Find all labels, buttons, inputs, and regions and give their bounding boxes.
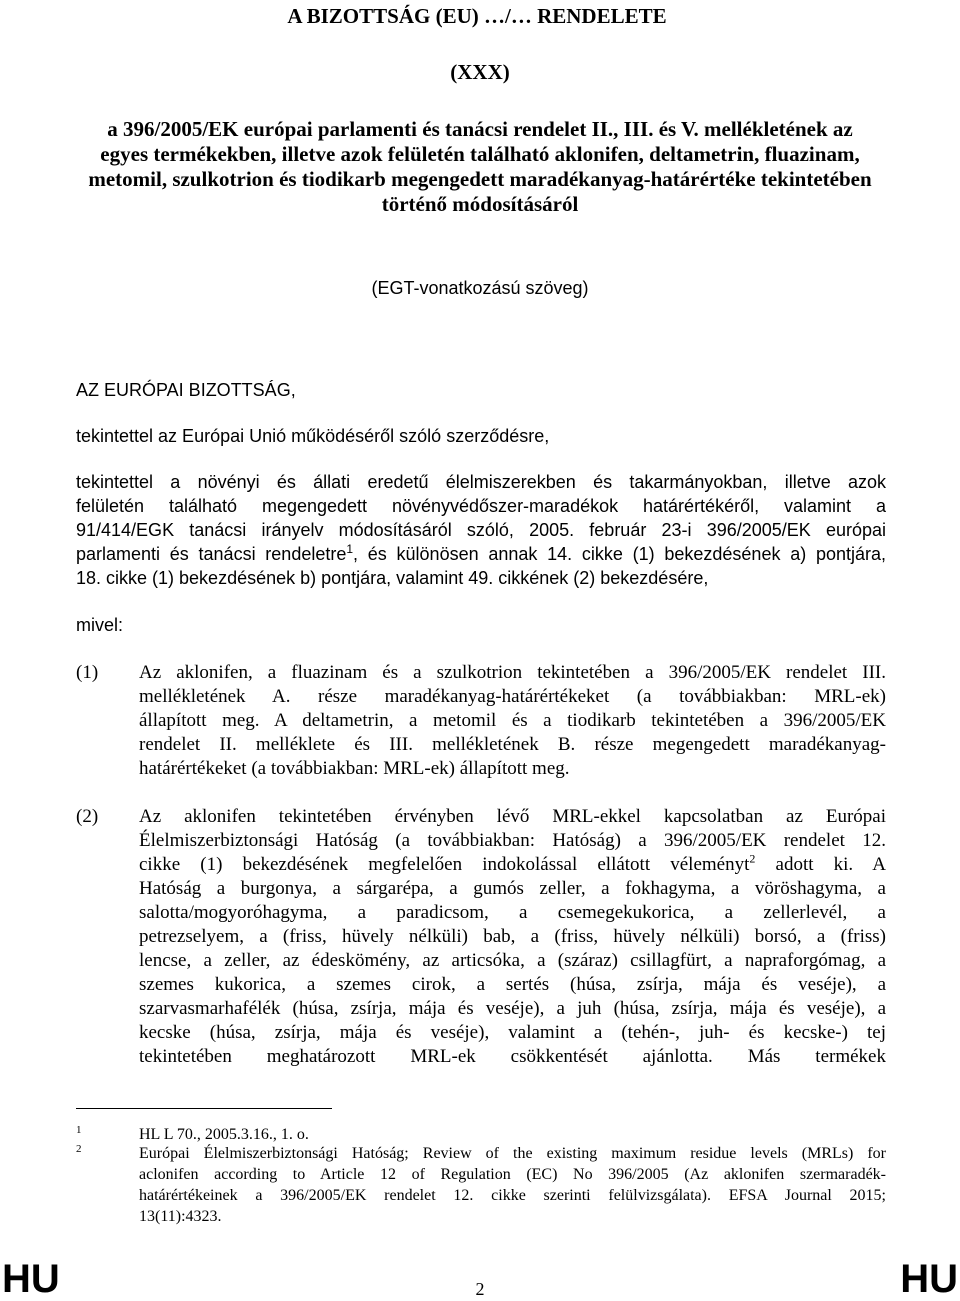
citation-line: 18. cikke (1) bekezdésének b) pontjára, valamint 49. cikkének (2) bekezdésére, xyxy=(76,568,709,588)
citation-line: 91/414/EGK tanácsi irányelv módosításáról szóló, 2005. február 23-i 396/2005/EK európai xyxy=(76,520,886,540)
citation-treaty: tekintettel az Európai Unió működéséről szóló szerződésre, xyxy=(76,426,550,446)
footnote-ref[interactable]: 1 xyxy=(346,542,354,556)
footnote-text xyxy=(139,1143,886,1227)
recital-number: (1) xyxy=(76,662,99,683)
subtitle-line: metomil, szulkotrion és tiodikarb megengedett maradékanyag-határértéke tekintetében xyxy=(88,167,872,191)
footnote-line: Európai Élelmiszerbiztonsági Hatóság; Review of the existing maximum residue levels (MRLs) for xyxy=(139,1145,886,1162)
footnote-mark: 2 xyxy=(76,1143,82,1155)
document-subtitle xyxy=(74,117,886,217)
recital-line: Élelmiszerbiztonsági Hatóság (a továbbiakban: Hatóság) a 396/2005/EK rendelet 12. xyxy=(139,830,886,851)
citation-line: tekintettel a növényi és állati eredetű élelmiszerekben és takarmányokban, illetve azok xyxy=(76,472,886,492)
recital-line: Az aklonifen tekintetében érvényben lévő MRL-ekkel kapcsolatban az Európai xyxy=(139,806,886,827)
whereas-label: mivel: xyxy=(76,615,124,635)
footnote-line: 13(11):4323. xyxy=(139,1208,222,1225)
subtitle-line: a 396/2005/EK európai parlamenti és tanácsi rendelet II., III. és V. mellékletének az xyxy=(107,117,853,141)
recital-line: Az aklonifen, a fluazinam és a szulkotrion tekintetében a 396/2005/EK rendelet III. xyxy=(139,662,886,683)
recital-line: lencse, a zeller, az édeskömény, az articsóka, a (száraz) csillagfürt, a napraforgómag, a xyxy=(139,950,886,971)
footnote-mark: 1 xyxy=(76,1124,82,1136)
citation-line: parlamenti és tanácsi rendeletre$^1$, és különösen annak 14. cikke (1) bekezdésének a) pontjára, xyxy=(76,542,886,564)
citation-line: felületén található megengedett növényvédőszer-maradékok határértékéről, valamint a xyxy=(76,496,886,516)
recital-text xyxy=(139,805,886,1075)
footnote-separator xyxy=(76,1108,332,1109)
recital-line: kecske (húsa, zsírja, mája és veséje), valamint a (tehén-, juh- és kecske-) tej xyxy=(139,1022,886,1043)
institution-heading: AZ EURÓPAI BIZOTTSÁG, xyxy=(76,380,296,400)
recital-line: salotta/mogyoróhagyma, a paradicsom, a csemegekukorica, a zellerlevél, a xyxy=(139,902,886,923)
recital-line: tekintetében meghatározott MRL-ek csökkentését ajánlotta. Más termékek xyxy=(139,1046,886,1067)
recital-line: mellékletének A. része maradékanyag-határértékeket (a továbbiakban: MRL-ek) xyxy=(139,686,886,707)
recital-line: szemes kukorica, a szemes cirok, a sertés (húsa, zsírja, mája és veséje), a xyxy=(139,974,886,995)
eea-relevance-note: (EGT-vonatkozású szöveg) xyxy=(371,278,589,298)
recital-line: Hatóság a burgonya, a sárgarépa, a gumós zeller, a fokhagyma, a vöröshagyma, a xyxy=(139,878,886,899)
language-code-right: HU xyxy=(900,1257,958,1301)
recital-line: petrezselyem, a (friss, hüvely nélküli) bab, a (friss, hüvely nélküli) borsó, a (friss) xyxy=(139,926,886,947)
document-number: (XXX) xyxy=(450,60,510,84)
recital-line: szarvasmarhafélék (húsa, zsírja, mája és veséje), a juh (húsa, zsírja, mája és veséje), a xyxy=(139,998,886,1019)
recital-text xyxy=(139,661,886,781)
citation-regulation xyxy=(76,471,886,591)
recital-line: határértékeket (a továbbiakban: MRL-ek) állapított meg. xyxy=(139,758,570,779)
recital-line: rendelet II. melléklete és III. mellékletének B. része megengedett maradékanyag- xyxy=(139,734,886,755)
footnote-text: HL L 70., 2005.3.16., 1. o. xyxy=(139,1126,309,1143)
document-title: A BIZOTTSÁG (EU) …/… RENDELETE xyxy=(287,4,667,28)
page-number: 2 xyxy=(475,1279,485,1299)
footnote-line: aclonifen according to Article 12 of Regulation (EC) No 396/2005 (Az aklonifen szermaradék- xyxy=(139,1166,886,1183)
subtitle-line: történő módosításáról xyxy=(381,192,579,216)
recital-line: cikke (1) bekezdésének megfelelően indokolással ellátott véleményt$^2$ adott ki. A xyxy=(139,851,886,875)
footnote-line: határértékeinek a 396/2005/EK rendelet 12. cikke szerinti felülvizsgálata). EFSA Journal 2015; xyxy=(139,1187,886,1204)
language-code-left: HU xyxy=(2,1257,60,1301)
footnote-ref[interactable]: 2 xyxy=(749,851,756,866)
subtitle-line: egyes termékekben, illetve azok felületén található aklonifen, deltametrin, fluazinam, xyxy=(100,142,860,166)
recital-number: (2) xyxy=(76,806,99,827)
recital-line: állapított meg. A deltametrin, a metomil és a tiodikarb tekintetében a 396/2005/EK xyxy=(139,710,886,731)
